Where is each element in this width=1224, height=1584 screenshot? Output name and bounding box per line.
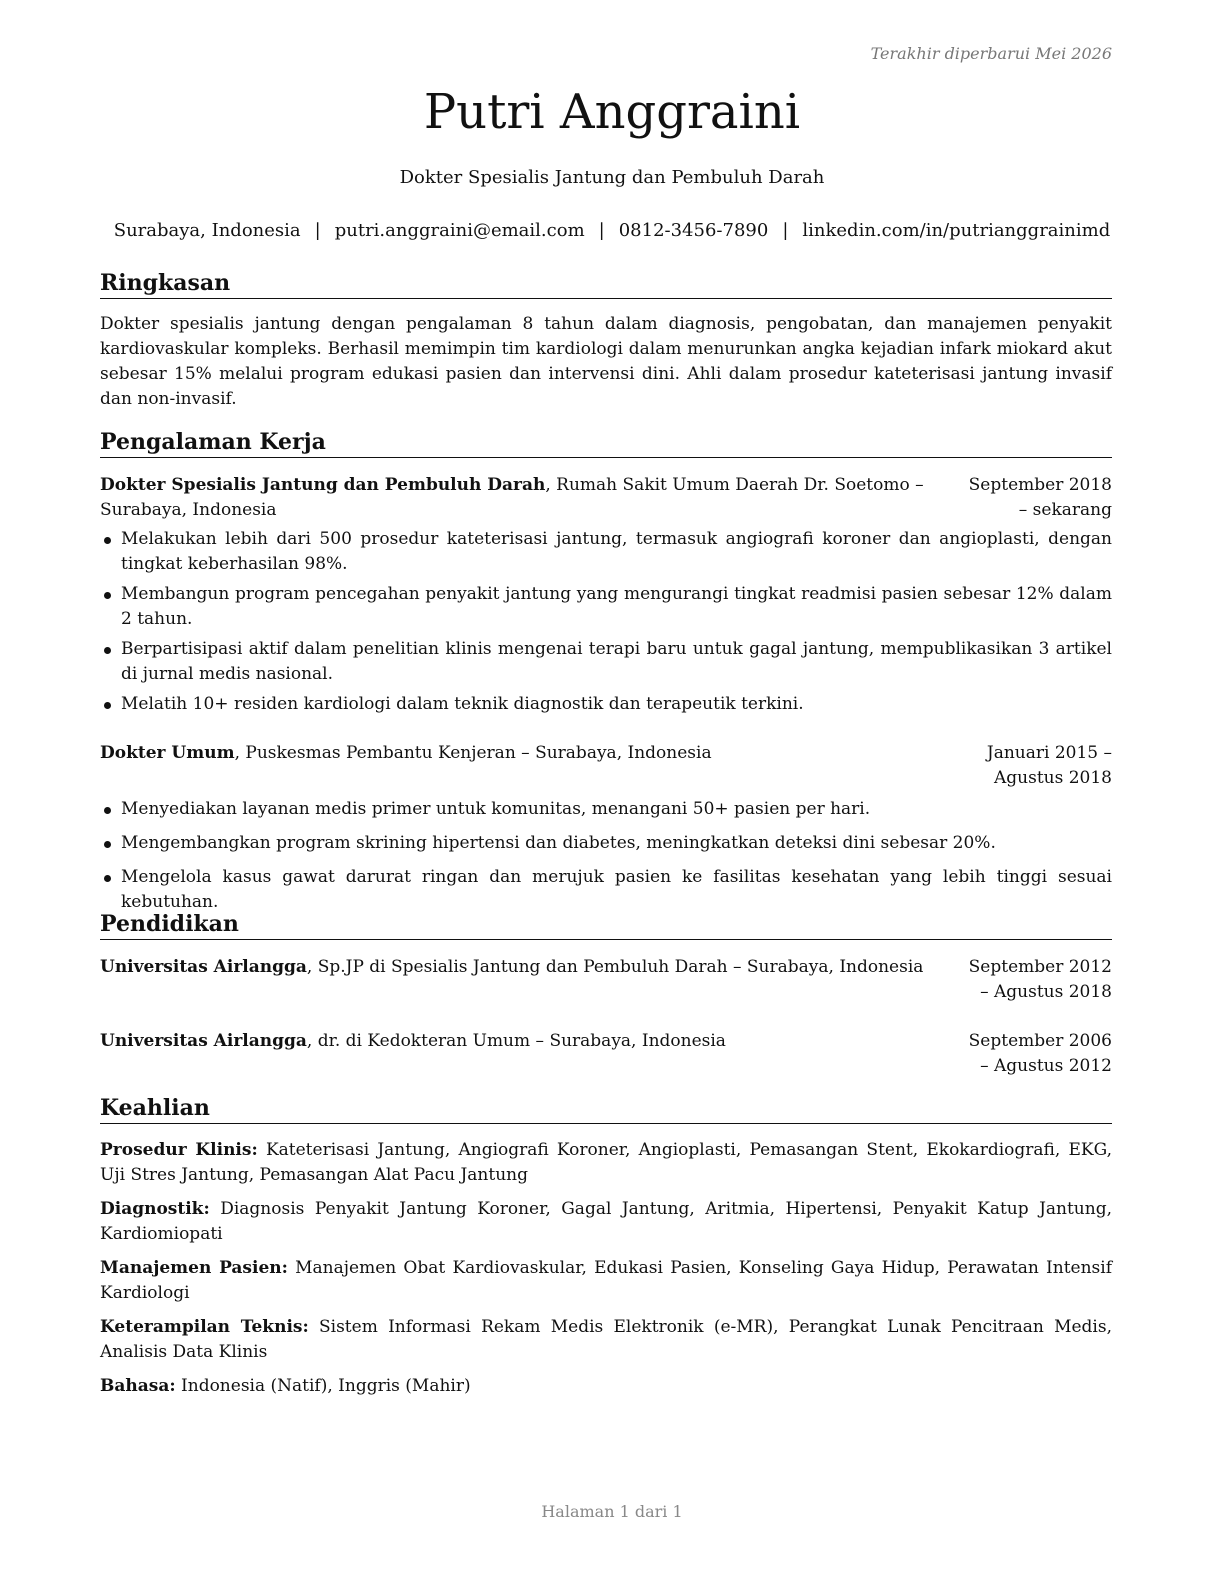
job-organization: , Rumah Sakit Umum Daerah Dr. Soetomo – Surabaya, Indonesia xyxy=(100,475,924,520)
skill-text: Kateterisasi Jantung, Angiografi Koroner, Angioplasti, Pemasangan Stent, Ekokardiografi, EKG, Uji Stres Jantung, Pemasangan Alat Pacu Jantung xyxy=(100,1140,1112,1185)
skill-label: Bahasa: xyxy=(100,1376,176,1396)
job-bullet: Melatih 10+ residen kardiologi dalam teknik diagnostik dan terapeutik terkini. xyxy=(100,692,1112,717)
education-section xyxy=(100,911,1112,1079)
job-bullet: Mengelola kasus gawat darurat ringan dan merujuk pasien ke fasilitas kesehatan yang lebih tinggi sesuai kebutuhan. xyxy=(100,865,1112,915)
experience-section xyxy=(100,429,1112,920)
job-bullets xyxy=(100,527,1112,717)
job-bullet: Menyediakan layanan medis primer untuk komunitas, menangani 50+ pasien per hari. xyxy=(100,797,1112,822)
job-bullet: Berpartisipasi aktif dalam penelitian klinis mengenai terapi baru untuk gagal jantung, mempublikasikan 3 artikel di jurnal medis nasional. xyxy=(100,637,1112,687)
last-updated-note: Terakhir diperbarui Mei 2026 xyxy=(870,44,1112,63)
section-title-skills: Keahlian xyxy=(100,1095,1112,1124)
skill-label: Prosedur Klinis: xyxy=(100,1140,258,1160)
contact-separator: | xyxy=(314,220,321,241)
job-role: Dokter Umum xyxy=(100,743,235,763)
education-title-line xyxy=(100,955,962,1005)
contact-location: Surabaya, Indonesia xyxy=(113,220,301,241)
section-title-summary: Ringkasan xyxy=(100,270,1112,299)
skills-section xyxy=(100,1095,1112,1408)
education-entry xyxy=(100,955,1112,1005)
job-bullet: Melakukan lebih dari 500 prosedur kateterisasi jantung, termasuk angiografi koroner dan angioplasti, dengan tingkat keberhasilan 98%. xyxy=(100,527,1112,577)
contact-line xyxy=(0,220,1224,241)
skill-text: Indonesia (Natif), Inggris (Mahir) xyxy=(175,1376,471,1396)
job-bullet: Mengembangkan program skrining hipertensi dan diabetes, meningkatkan deteksi dini sebesar 20%. xyxy=(100,831,1112,856)
job-organization: , Puskesmas Pembantu Kenjeran – Surabaya, Indonesia xyxy=(234,743,712,763)
job-header xyxy=(100,741,1112,791)
job-bullets xyxy=(100,797,1112,915)
skills-list xyxy=(100,1138,1112,1399)
education-title-line xyxy=(100,1029,962,1079)
skill-text: Manajemen Obat Kardiovaskular, Edukasi Pasien, Konseling Gaya Hidup, Perawatan Intensif Kardiologi xyxy=(100,1258,1112,1303)
education-school: Universitas Airlangga xyxy=(100,957,307,977)
section-title-experience: Pengalaman Kerja xyxy=(100,429,1112,458)
contact-separator: | xyxy=(782,220,789,241)
contact-separator: | xyxy=(598,220,605,241)
job-title-line xyxy=(100,473,962,523)
skill-row xyxy=(100,1256,1112,1306)
contact-email[interactable]: putri.anggraini@email.com xyxy=(334,220,585,241)
education-school: Universitas Airlangga xyxy=(100,1031,307,1051)
education-detail: , dr. di Kedokteran Umum – Surabaya, Indonesia xyxy=(306,1031,726,1051)
summary-section xyxy=(100,270,1112,412)
skill-label: Diagnostik: xyxy=(100,1199,210,1219)
job-title-line xyxy=(100,741,962,791)
job-date: September 2018 – sekarang xyxy=(968,475,1112,520)
skill-row xyxy=(100,1374,1112,1399)
contact-linkedin[interactable]: linkedin.com/in/putrianggrainimd xyxy=(802,220,1111,241)
skill-label: Manajemen Pasien: xyxy=(100,1258,288,1278)
job-date: Januari 2015 – Agustus 2018 xyxy=(986,743,1112,788)
education-entry xyxy=(100,1029,1112,1079)
skill-row xyxy=(100,1138,1112,1188)
skill-label: Keterampilan Teknis: xyxy=(100,1317,309,1337)
job-header xyxy=(100,473,1112,523)
job-role: Dokter Spesialis Jantung dan Pembuluh Darah xyxy=(100,475,546,495)
skill-row xyxy=(100,1197,1112,1247)
contact-phone: 0812-3456-7890 xyxy=(618,220,769,241)
person-headline: Dokter Spesialis Jantung dan Pembuluh Darah xyxy=(399,167,825,188)
summary-text: Dokter spesialis jantung dengan pengalaman 8 tahun dalam diagnosis, pengobatan, dan manajemen penyakit kardiovaskular kompleks. Berhasil memimpin tim kardiologi dalam menurunkan angka kejadian infark miokard akut sebesar 15% melalui program edukasi pasien dan intervensi dini. Ahli dalam prosedur kateterisasi jantung invasif dan non-invasif. xyxy=(100,314,1112,409)
education-date: September 2012 – Agustus 2018 xyxy=(968,957,1112,1002)
skill-text: Diagnosis Penyakit Jantung Koroner, Gagal Jantung, Aritmia, Hipertensi, Penyakit Katup Jantung, Kardiomiopati xyxy=(100,1199,1112,1244)
job-entry xyxy=(100,473,1112,717)
job-bullet: Membangun program pencegahan penyakit jantung yang mengurangi tingkat readmisi pasien sebesar 12% dalam 2 tahun. xyxy=(100,582,1112,632)
job-entry xyxy=(100,741,1112,915)
section-title-education: Pendidikan xyxy=(100,911,1112,940)
person-name: Putri Anggraini xyxy=(423,84,801,140)
skill-text: Sistem Informasi Rekam Medis Elektronik (e-MR), Perangkat Lunak Pencitraan Medis, Analisis Data Klinis xyxy=(100,1317,1112,1362)
education-detail: , Sp.JP di Spesialis Jantung dan Pembuluh Darah – Surabaya, Indonesia xyxy=(306,957,924,977)
page-footer: Halaman 1 dari 1 xyxy=(541,1502,683,1521)
education-date: September 2006 – Agustus 2012 xyxy=(968,1031,1112,1076)
skill-row xyxy=(100,1315,1112,1365)
